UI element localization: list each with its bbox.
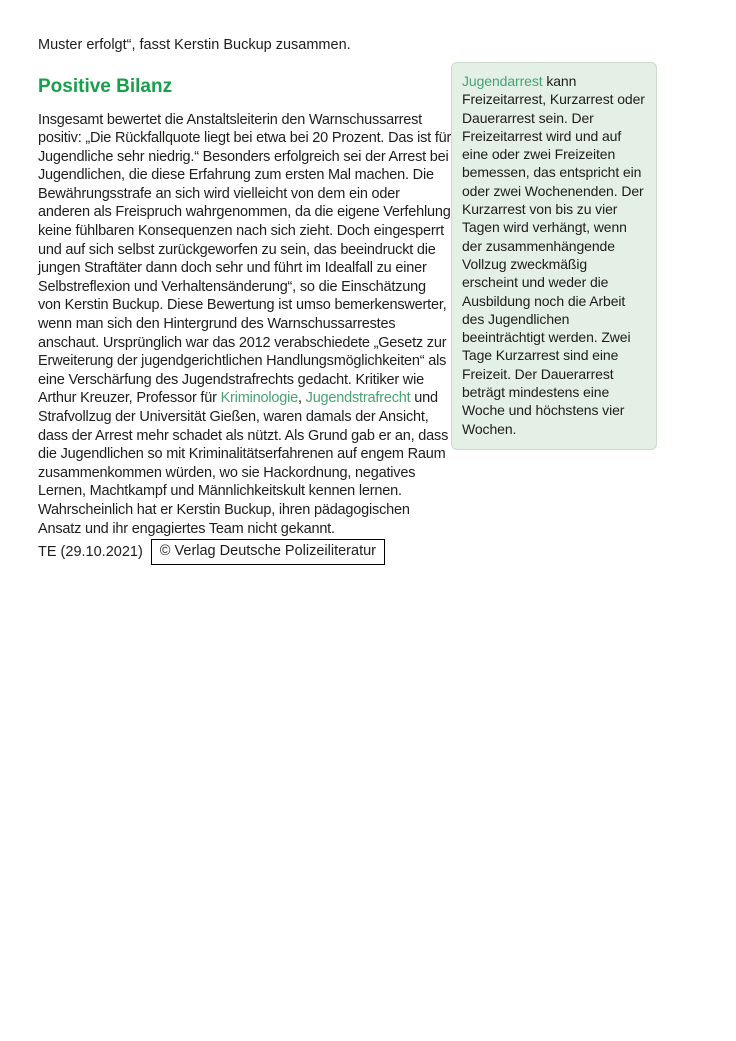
article-body — [38, 111, 452, 539]
byline-row — [38, 539, 452, 565]
copyright-badge: © Verlag Deutsche Polizeiliteratur — [151, 539, 385, 565]
article-column — [38, 36, 452, 565]
text-segment: , — [297, 390, 306, 407]
link-jugendstrafrecht[interactable]: Jugendstrafrecht — [305, 390, 411, 407]
intro-paragraph: Muster erfolgt“, fasst Kerstin Buckup zusammen. — [38, 37, 351, 53]
section-heading: Positive Bilanz — [38, 75, 173, 97]
text-segment: kann Freizeitarrest, Kurzarrest oder Dauerarrest sein. Der Freizeitarrest wird und auf eine oder zwei Freizeiten bemessen, das entspricht ein oder zwei Wochenenden. Der Kurzarrest von bis zu vier Tagen wird verhängt, wenn der zusammenhängende Vollzug zweckmäßig erscheint und weder die Ausbildung noch die Arbeit des Jugendlichen beeinträchtigt werden. Zwei Tage Kurzarrest sind eine Freizeit. Der Dauerarrest beträgt mindestens eine Woche und höchstens vier Wochen. — [462, 73, 645, 437]
info-box — [451, 62, 657, 450]
byline-text: TE (29.10.2021) — [38, 543, 143, 560]
text-segment: Insgesamt bewertet die Anstaltsleiterin den Warnschussarrest positiv: „Die Rückfallquote liegt bei etwa bei 20 Prozent. Das ist für Jugendliche sehr niedrig.“ Besonders erfolgreich sei der Arrest bei Jugendlichen, die diese Erfahrung zum ersten Mal machen. Die Bewährungsstrafe an sich wird vielleicht von dem ein oder anderen als Freispruch wahrgenommen, da die eigene Verfehlung keine fühlbaren Konsequenzen nach sich zieht. Doch eingesperrt und auf sich selbst zurückgeworfen zu sein, das beeindruckt die jungen Straftäter dann doch sehr und führt im Idealfall zu einer Selbstreflexion und Verhaltensänderung“, so die Einschätzung von Kerstin Buckup. Diese Bewertung ist umso bemerkenswerter, wenn man sich den Hintergrund des Warnschussarrestes anschaut. Ursprünglich war das 2012 verabschiedete „Gesetz zur Erweiterung der jugendgerichtlichen Handlungsmöglichkeiten“ als eine Verschärfung des Jugendstrafrechts gedacht. Kritiker wie Arthur Kreuzer, Professor für — [38, 111, 452, 407]
link-jugendarrest[interactable]: Jugendarrest — [462, 73, 543, 89]
text-segment: und Strafvollzug der Universität Gießen, waren damals der Ansicht, dass der Arrest mehr schadet als nützt. Als Grund gab er an, dass die Jugendlichen so mit Kriminalitätserfahrenen auf engem Raum zusammenkommen würden, wo sie Hackordnung, negatives Lernen, Machtkampf und Männlichkeitskult kennen lernen. Wahrscheinlich hat er Kerstin Buckup, ihren pädagogischen Ansatz und ihr engagiertes Team nicht gekannt. — [38, 390, 449, 537]
link-kriminologie[interactable]: Kriminologie — [220, 390, 298, 407]
